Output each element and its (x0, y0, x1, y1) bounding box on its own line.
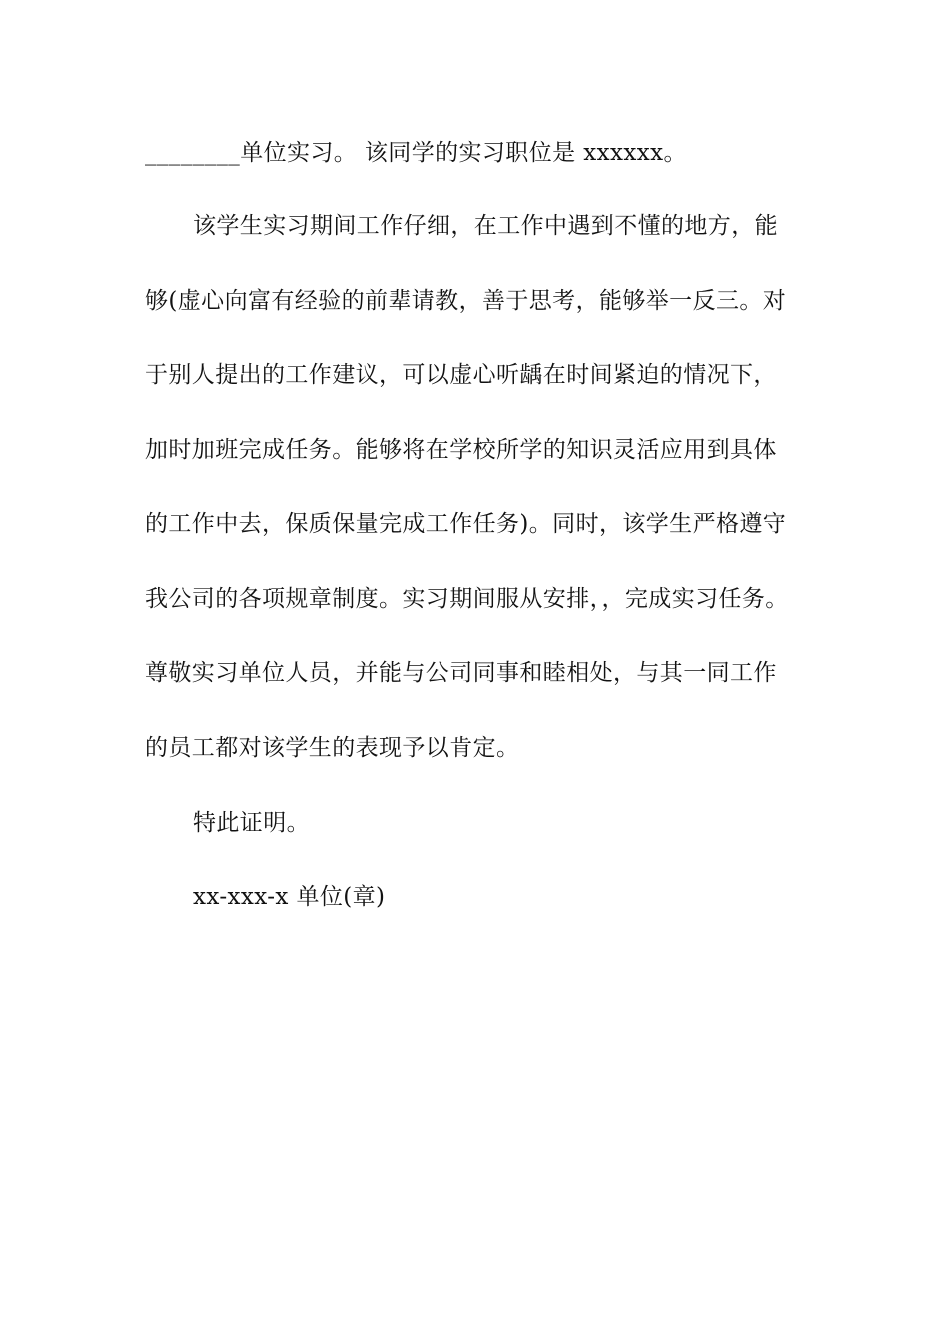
closing-statement: 特此证明。 (193, 810, 310, 836)
paragraph-line-2: 该学生实习期间工作仔细，在工作中遇到不懂的地方，能 (193, 213, 778, 239)
paragraph-line-4: 于别人提出的工作建议，可以虚心听龋在时间紧迫的情况下， (145, 362, 777, 388)
paragraph-line-7: 我公司的各项规章制度。实习期间服从安排，，完成实习任务。 (145, 586, 789, 612)
paragraph-line-9: 的员工都对该学生的表现予以肯定。 (145, 735, 520, 761)
paragraph-line-1: ________单位实习。 该同学的实习职位是 xxxxxx。 (145, 140, 687, 166)
paragraph-line-8: 尊敬实习单位人员，并能与公司同事和睦相处，与其一同工作 (145, 660, 777, 686)
paragraph-line-6: 的工作中去，保质保量完成工作任务)。同时，该学生严格遵守 (145, 511, 787, 537)
paragraph-line-3: 够(虚心向富有经验的前辈请教，善于思考，能够举一反三。对 (145, 288, 787, 314)
paragraph-line-5: 加时加班完成任务。能够将在学校所学的知识灵活应用到具体 (145, 437, 777, 463)
signature-unit-seal: xx-xxx-x 单位(章) (193, 884, 386, 910)
